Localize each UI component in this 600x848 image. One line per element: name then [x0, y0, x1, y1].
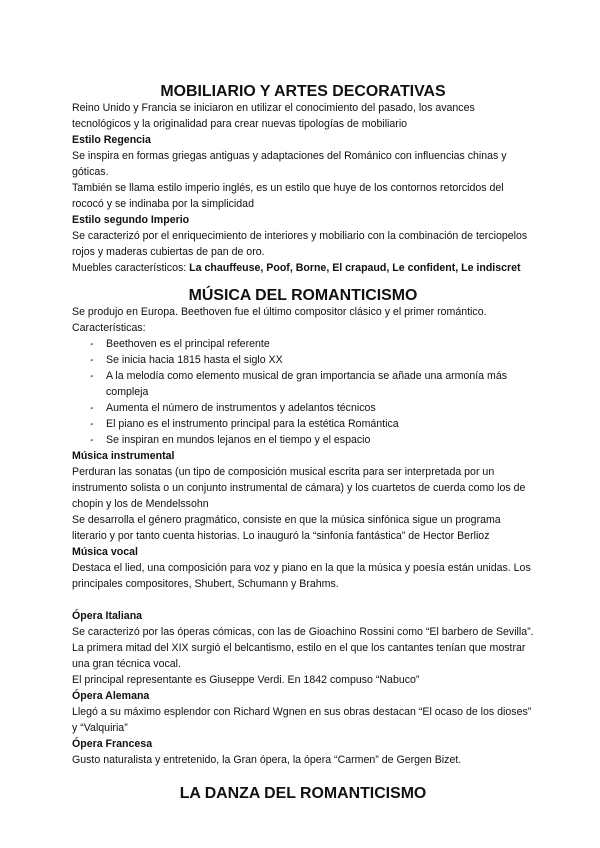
- section-title-mobiliario: MOBILIARIO Y ARTES DECORATIVAS: [160, 83, 446, 100]
- italiana-paragraph-3: El principal representante es Giuseppe Verdi. En 1842 compuso “Nabuco”: [72, 674, 420, 686]
- heading-opera-italiana: Ópera Italiana: [72, 610, 143, 622]
- list-item: - Aumenta el número de instrumentos y adelantos técnicos: [90, 402, 376, 414]
- heading-musica-vocal: Música vocal: [72, 546, 138, 558]
- instrumental-paragraph-2: Se desarrolla el género pragmático, consiste en que la música sinfónica sigue un programa literario y por tanto cuenta historias. Lo inauguró la “sinfonía fantástica” de Hector Berlioz: [72, 514, 501, 542]
- alemana-paragraph-1: Llegó a su máximo esplendor con Richard Wgnen en sus obras destacan “El ocaso de los dioses” y “Valquiria”: [72, 706, 532, 734]
- heading-estilo-segundo-imperio: Estilo segundo Imperio: [72, 214, 190, 226]
- italiana-paragraph-1: Se caracterizó por las óperas cómicas, con las de Gioachino Rossini como “El barbero de Sevilla”.: [72, 626, 534, 638]
- section-title-musica: MÚSICA DEL ROMANTICISMO: [188, 287, 418, 304]
- list-item: - Beethoven es el principal referente: [90, 338, 270, 350]
- vocal-paragraph-1: Destaca el lied, una composición para voz y piano en la que la música y poesía están unidas. Los principales compositores, Shubert, Schumann y Brahms.: [72, 562, 531, 590]
- caracteristicas-list: [72, 336, 534, 448]
- regencia-paragraph-1: Se inspira en formas griegas antiguas y adaptaciones del Románico con influencias chinas y góticas.: [72, 150, 507, 178]
- list-item: - A la melodía como elemento musical de gran importancia se añade una armonía más compleja: [90, 370, 508, 398]
- muebles-label: Muebles característicos:: [72, 262, 190, 274]
- imperio-paragraph-1: Se caracterizó por el enriquecimiento de interiores y mobiliario con la combinación de terciopelos rojos y maderas cubiertas de pan de oro.: [72, 230, 528, 258]
- italiana-paragraph-2: La primera mitad del XIX surgió el belcantismo, estilo en el que los cantantes tenían que mostrar una gran técnica vocal.: [72, 642, 526, 670]
- regencia-paragraph-2: También se llama estilo imperio inglés, es un estilo que huye de los contornos retorcidos del rococó y se indinaba por la simplicidad: [72, 182, 504, 210]
- list-item: - Se inspiran en mundos lejanos en el tiempo y el espacio: [90, 434, 371, 446]
- heading-estilo-regencia: Estilo Regencia: [72, 134, 151, 146]
- muebles-list: La chauffeuse, Poof, Borne, El crapaud, Le confident, Le indiscret: [189, 262, 521, 274]
- mobiliario-intro: Reino Unido y Francia se iniciaron en utilizar el conocimiento del pasado, los avances tecnológicos y la originalidad para crear nuevas tipologías de mobiliario: [72, 102, 475, 130]
- heading-musica-instrumental: Música instrumental: [72, 450, 175, 462]
- muebles-paragraph: [72, 260, 534, 276]
- heading-opera-francesa: Ópera Francesa: [72, 738, 153, 750]
- musica-intro: Se produjo en Europa. Beethoven fue el último compositor clásico y el primer romántico.: [72, 306, 487, 318]
- spacer: [72, 592, 534, 608]
- heading-opera-alemana: Ópera Alemana: [72, 690, 150, 702]
- document-page: [72, 84, 534, 802]
- list-item: - Se inicia hacia 1815 hasta el siglo XX: [90, 354, 283, 366]
- francesa-paragraph-1: Gusto naturalista y entretenido, la Gran ópera, la ópera “Carmen” de Gergen Bizet.: [72, 754, 462, 766]
- section-title-danza: LA DANZA DEL ROMANTICISMO: [179, 785, 427, 802]
- caracteristicas-label: Características:: [72, 322, 146, 334]
- instrumental-paragraph-1: Perduran las sonatas (un tipo de composición musical escrita para ser interpretada por un instrumento solista o un conjunto instrumental de cámara) y los cuartetos de cuerda como los de chopin y los de Mendelssohn: [72, 466, 526, 510]
- list-item: - El piano es el instrumento principal para la estética Romántica: [90, 418, 399, 430]
